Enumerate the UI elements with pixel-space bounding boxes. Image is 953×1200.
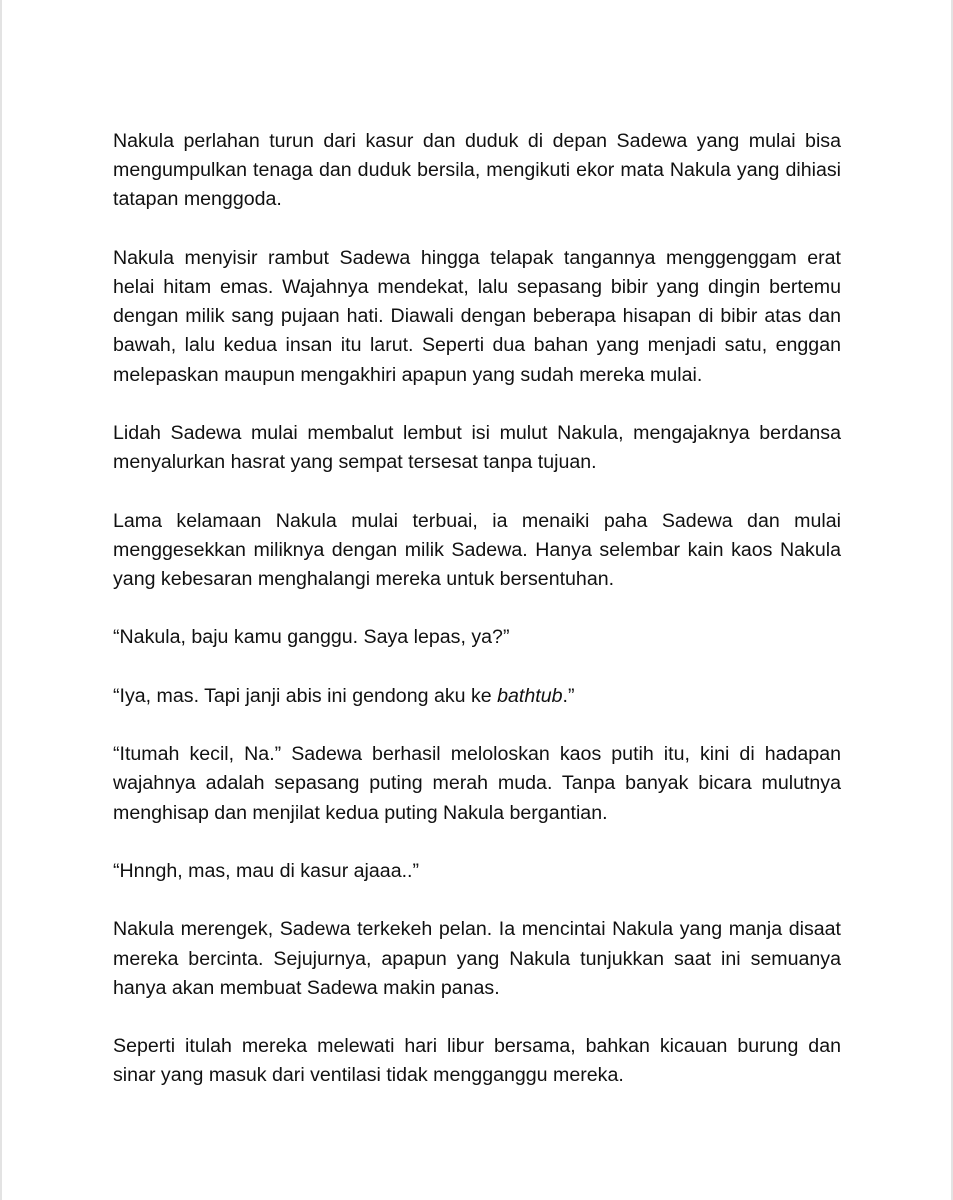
italic-word: bathtub — [497, 684, 563, 707]
dialogue-line: “Nakula, baju kamu ganggu. Saya lepas, ya?” — [113, 626, 510, 649]
paragraph: Lidah Sadewa mulai membalut lembut isi mulut Nakula, mengajaknya berdansa menyalurkan hasrat yang sempat tersesat tanpa tujuan. — [113, 422, 841, 474]
story-body — [113, 127, 841, 1091]
paragraph: Nakula perlahan turun dari kasur dan duduk di depan Sadewa yang mulai bisa mengumpulkan tenaga dan duduk bersila, mengikuti ekor mata Nakula yang dihiasi tatapan menggoda. — [113, 130, 841, 211]
dialogue-text: “Iya, mas. Tapi janji abis ini gendong aku ke — [113, 684, 498, 707]
paragraph: Nakula merengek, Sadewa terkekeh pelan. Ia mencintai Nakula yang manja disaat mereka bercinta. Sejujurnya, apapun yang Nakula tunjukkan saat ini semuanya hanya akan membuat Sadewa makin panas. — [113, 918, 841, 999]
dialogue-text: .” — [562, 684, 575, 707]
paragraph: Lama kelamaan Nakula mulai terbuai, ia menaiki paha Sadewa dan mulai menggesekkan miliknya dengan milik Sadewa. Hanya selembar kain kaos Nakula yang kebesaran menghalangi mereka untuk bersentuhan. — [113, 509, 841, 590]
paragraph: Seperti itulah mereka melewati hari libur bersama, bahkan kicauan burung dan sinar yang masuk dari ventilasi tidak mengganggu mereka. — [113, 1035, 841, 1087]
page-edge-left — [0, 0, 2, 1200]
dialogue-line: “Hnngh, mas, mau di kasur ajaaa..” — [113, 859, 420, 882]
dialogue-line — [113, 682, 841, 711]
paragraph: Nakula menyisir rambut Sadewa hingga telapak tangannya menggenggam erat helai hitam emas. Wajahnya mendekat, lalu sepasang bibir yang dingin bertemu dengan milik sang pujaan hati. Diawali dengan beberapa hisapan di bibir atas dan bawah, lalu kedua insan itu larut. Seperti dua bahan yang menjadi satu, enggan melepaskan maupun mengakhiri apapun yang sudah mereka mulai. — [113, 246, 841, 386]
paragraph: “Itumah kecil, Na.” Sadewa berhasil meloloskan kaos putih itu, kini di hadapan wajahnya adalah sepasang puting merah muda. Tanpa banyak bicara mulutnya menghisap dan menjilat kedua puting Nakula bergantian. — [113, 743, 841, 824]
